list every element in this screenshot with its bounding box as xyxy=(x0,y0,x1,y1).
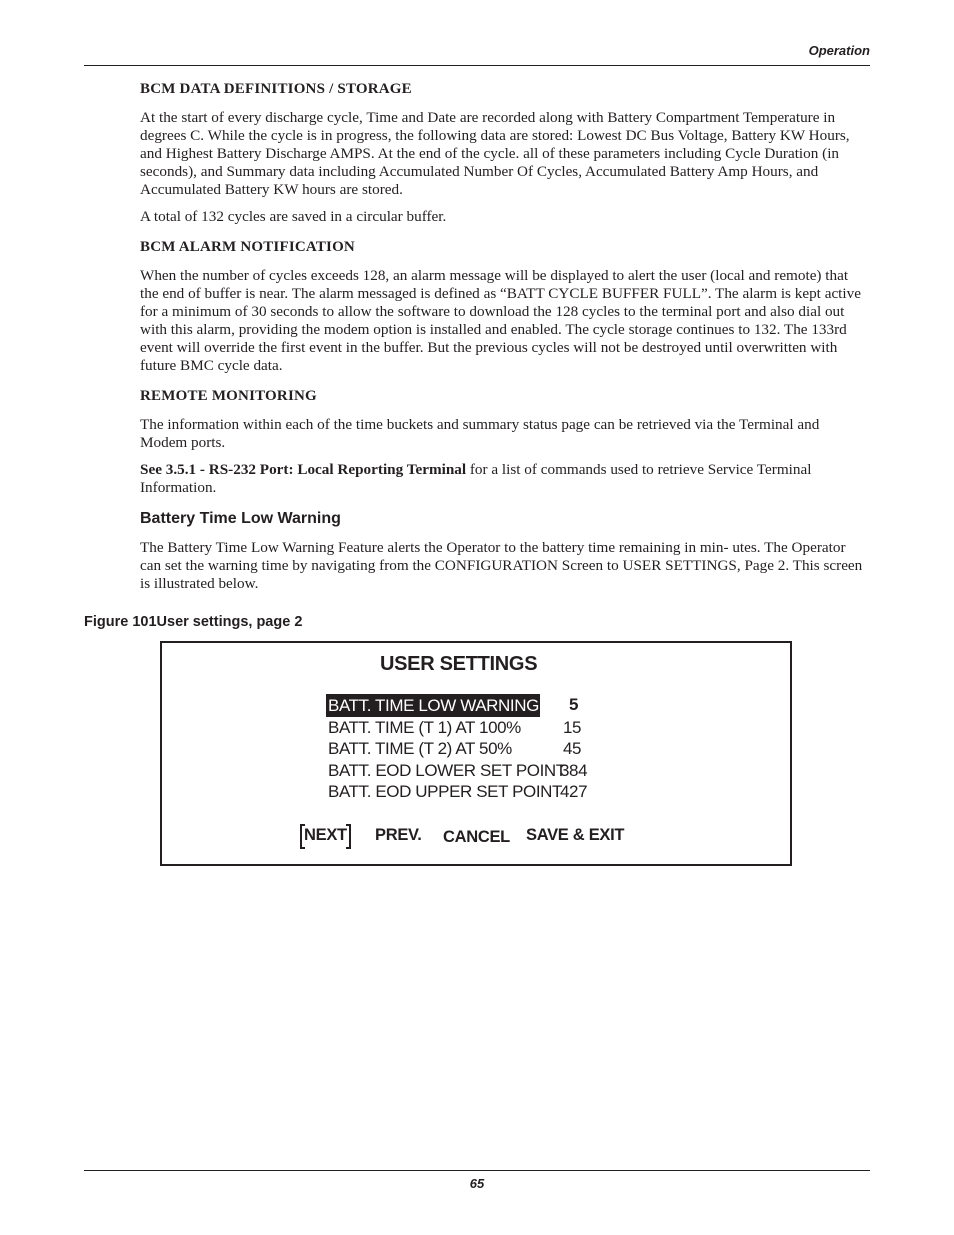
page-body xyxy=(140,80,870,602)
see-reference-rest: for a list of commands used to retrieve Service Terminal Information. xyxy=(140,461,812,496)
section-heading-remote-monitoring: REMOTE MONITORING xyxy=(140,388,317,404)
section-heading-bcm-alarm: BCM ALARM NOTIFICATION xyxy=(140,239,355,255)
paragraph-remote-monitoring: The information within each of the time buckets and summary status page can be retrieved via the Terminal and Modem ports. xyxy=(140,416,820,451)
setting-row-batt-eod-upper[interactable] xyxy=(326,781,626,803)
setting-label: BATT. EOD UPPER SET POINT xyxy=(328,782,563,801)
setting-value: 5 xyxy=(569,695,579,714)
setting-label: BATT. EOD LOWER SET POINT xyxy=(328,761,566,780)
subheading-battery-time-low-warning: Battery Time Low Warning xyxy=(140,510,341,527)
setting-row-batt-time-low-warning[interactable] xyxy=(326,694,626,716)
running-header: Operation xyxy=(808,43,870,58)
cancel-button[interactable]: CANCEL xyxy=(443,828,510,846)
paragraph-bcm-data-2: A total of 132 cycles are saved in a circular buffer. xyxy=(140,208,447,225)
paragraph-bcm-alarm: When the number of cycles exceeds 128, an alarm message will be displayed to alert the user (local and remote) that the end of buffer is near. The alarm messaged is defined as “BATT CYCLE BUFFER FULL”. The alarm is kept active for a minimum of 30 seconds to allow the software to download the 128 cycles to the terminal port and also dial out with this alarm, providing the modem option is installed and enabled. The cycle storage continues to 132. The 133rd event will override the first event in the buffer. But the previous cycles will not be destroyed until overwritten with future BMC cycle data. xyxy=(140,267,861,374)
setting-row-batt-eod-lower[interactable] xyxy=(326,760,626,782)
prev-button[interactable]: PREV. xyxy=(375,826,422,844)
see-reference-link: See 3.5.1 - RS-232 Port: Local Reporting Terminal xyxy=(140,461,467,478)
setting-label: BATT. TIME LOW WARNING xyxy=(328,696,539,715)
setting-label: BATT. TIME (T 2) AT 50% xyxy=(328,739,512,758)
setting-value: 15 xyxy=(563,718,582,737)
setting-label: BATT. TIME (T 1) AT 100% xyxy=(328,718,521,737)
page-number: 65 xyxy=(469,1176,485,1191)
setting-row-batt-time-t2[interactable] xyxy=(326,738,626,760)
figure-caption: Figure 101User settings, page 2 xyxy=(84,614,303,630)
paragraph-battery-time-low-warning: The Battery Time Low Warning Feature alerts the Operator to the battery time remaining in min- utes. The Operator can set the warning time by navigating from the CONFIGURATION Screen to USER SETTINGS, Page 2. This screen is illustrated below. xyxy=(140,539,863,592)
save-exit-button[interactable]: SAVE & EXIT xyxy=(526,826,625,844)
header-rule xyxy=(84,65,870,66)
screen-title: USER SETTINGS xyxy=(380,653,538,675)
setting-value: 384 xyxy=(560,761,588,780)
user-settings-screen xyxy=(160,641,792,866)
next-button[interactable]: NEXT xyxy=(304,826,347,844)
setting-row-batt-time-t1[interactable] xyxy=(326,717,626,739)
paragraph-see-reference xyxy=(140,461,870,497)
footer-rule xyxy=(84,1170,870,1171)
paragraph-bcm-data-1: At the start of every discharge cycle, Time and Date are recorded along with Battery Compartment Temperature in degrees C. While the cycle is in progress, the following data are stored: Lowest DC Bus Voltage, Battery KW Hours, and Highest Battery Discharge AMPS. At the end of the cycle. all of these parameters including Cycle Duration (in seconds), and Summary data including Accumulated Number Of Cycles, Accumulated Battery Amp Hours, and Accumulated Battery KW hours are stored. xyxy=(140,109,850,198)
setting-value: 45 xyxy=(563,739,582,758)
setting-value: 427 xyxy=(560,782,588,801)
section-heading-bcm-data: BCM DATA DEFINITIONS / STORAGE xyxy=(140,81,412,97)
